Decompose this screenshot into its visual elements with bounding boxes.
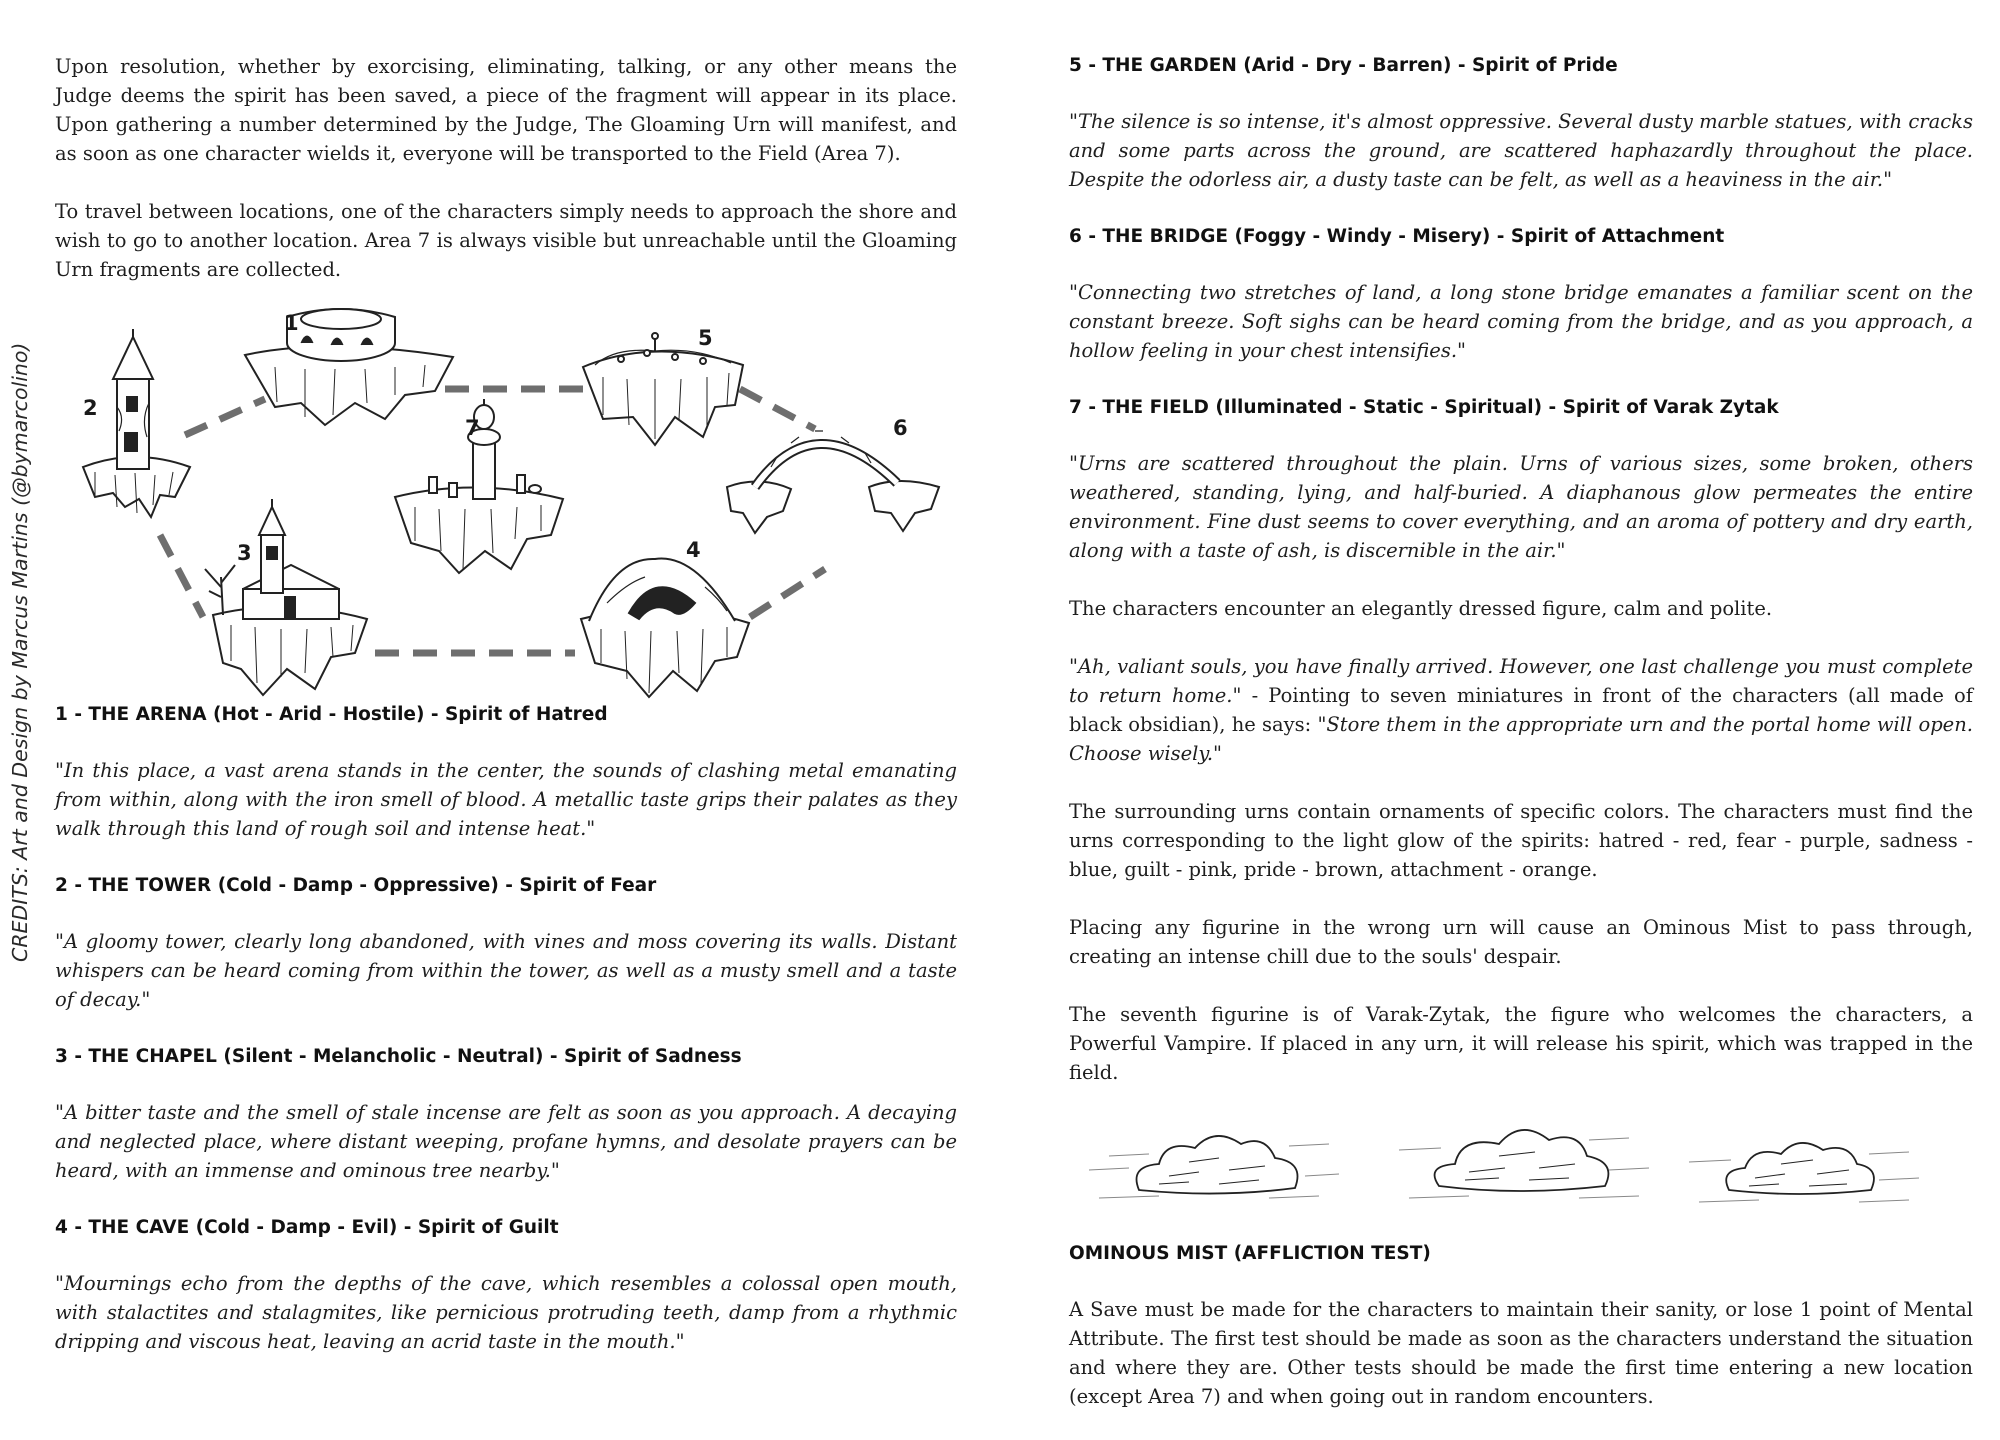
area-heading: 3 - THE CHAPEL (Silent - Melancholic - Neutral) - Spirit of Sadness	[55, 1046, 742, 1067]
speech-narration: - Pointing to seven miniatures in front of the characters (all made of black obsidian), he says:	[1069, 684, 1973, 736]
area-description: "The silence is so intense, it's almost oppressive. Several dusty marble statues, with cracks and some parts across the ground, are scattered haphazardly throughout the place. Despite the odorless air, a dusty taste can be felt, as well as a heaviness in the air."	[1069, 110, 1973, 191]
mist-illustration	[1069, 1106, 1973, 1226]
map-label-6: 6	[893, 416, 908, 440]
credits-text: CREDITS: Art and Design by Marcus Martins (@bymarcolino)	[8, 342, 32, 962]
area-heading: 2 - THE TOWER (Cold - Damp - Oppressive) - Spirit of Fear	[55, 875, 657, 896]
left-column	[55, 52, 957, 1385]
bridge-island-icon	[727, 431, 939, 533]
seventh-figurine-paragraph: The seventh figurine is of Varak-Zytak, the figure who welcomes the characters, a Powerful Vampire. If placed in any urn, it will release his spirit, which was trapped in the field.	[1069, 1003, 1973, 1084]
right-column	[1069, 52, 1973, 1440]
area-heading: 1 - THE ARENA (Hot - Arid - Hostile) - Spirit of Hatred	[55, 704, 608, 725]
chapel-island-icon	[205, 499, 367, 695]
garden-island-icon	[583, 333, 743, 445]
area-description: "A bitter taste and the smell of stale incense are felt as soon as you approach. A decaying and neglected place, where distant weeping, profane hymns, and desolate prayers can be heard, with an immense and ominous tree nearby."	[55, 1101, 957, 1182]
intro-paragraph: To travel between locations, one of the characters simply needs to approach the shore and wish to go to another location. Area 7 is always visible but unreachable until the Gloaming Urn fragments are collected.	[55, 200, 957, 281]
map-label-2: 2	[83, 396, 98, 420]
mist-heading: OMINOUS MIST (AFFLICTION TEST)	[1069, 1243, 1431, 1264]
map-label-4: 4	[686, 538, 701, 562]
mist-paragraph: A Save must be made for the characters to maintain their sanity, or lose 1 point of Mental Attribute. The first test should be made as soon as the characters understand the situation and where they are. Other tests should be made the first time entering a new location (except Area 7) and when going out in random encounters.	[1069, 1298, 1973, 1408]
area-description: "Connecting two stretches of land, a long stone bridge emanates a familiar scent on the constant breeze. Soft sighs can be heard coming from the bridge, and as you approach, a hollow feeling in your chest intensifies."	[1069, 281, 1973, 362]
area-description: "In this place, a vast arena stands in the center, the sounds of clashing metal emanating from within, along with the iron smell of blood. A metallic taste grips their palates as they walk through this land of rough soil and intense heat."	[55, 759, 957, 840]
mist-cloud-icon	[1399, 1130, 1649, 1198]
speech-quote: "Store them in the appropriate urn and the portal home will open. Choose wisely."	[1069, 713, 1973, 765]
arena-island-icon	[245, 309, 453, 425]
speech-quote: "Ah, valiant souls, you have finally arrived. However, one last challenge you must complete to return home."	[1069, 655, 1973, 707]
map-label-5: 5	[698, 326, 713, 350]
placing-paragraph: Placing any figurine in the wrong urn will cause an Ominous Mist to pass through, creating an intense chill due to the souls' despair.	[1069, 916, 1973, 968]
area-heading: 4 - THE CAVE (Cold - Damp - Evil) - Spirit of Guilt	[55, 1217, 559, 1238]
speech-paragraph	[1069, 652, 1973, 768]
map-label-3: 3	[237, 541, 252, 565]
cave-island-icon	[581, 559, 749, 697]
encounter-paragraph: The characters encounter an elegantly dressed figure, calm and polite.	[1069, 597, 1773, 620]
area-description: "A gloomy tower, clearly long abandoned, with vines and moss covering its walls. Distant whispers can be heard coming from within the tower, as well as a musty smell and a taste of decay."	[55, 930, 957, 1011]
map-label-7: 7	[465, 416, 480, 440]
area-heading: 7 - THE FIELD (Illuminated - Static - Spiritual) - Spirit of Varak Zytak	[1069, 397, 1779, 418]
mist-cloud-icon	[1089, 1136, 1339, 1198]
island-map	[55, 307, 957, 699]
tower-island-icon	[83, 329, 190, 517]
island-map-illustration	[55, 307, 957, 699]
area-description: "Mournings echo from the depths of the cave, which resembles a colossal open mouth, with stalactites and stalagmites, like pernicious protruding teeth, damp from a rhythmic dripping and viscous heat, leaving an acrid taste in the mouth."	[55, 1272, 957, 1353]
mist-cloud-icon	[1689, 1143, 1919, 1202]
area-description: "Urns are scattered throughout the plain. Urns of various sizes, some broken, others weathered, standing, lying, and half-buried. A diaphanous glow permeates the entire environment. Fine dust seems to cover everything, and an aroma of pottery and dry earth, along with a taste of ash, is discernible in the air."	[1069, 452, 1973, 562]
urns-paragraph: The surrounding urns contain ornaments of specific colors. The characters must find the urns corresponding to the light glow of the spirits: hatred - red, fear - purple, sadness - blue, guilt - pink, pride - brown, attachment - orange.	[1069, 800, 1973, 881]
intro-paragraph: Upon resolution, whether by exorcising, eliminating, talking, or any other means the Judge deems the spirit has been saved, a piece of the fragment will appear in its place. Upon gathering a number determined by the Judge, The Gloaming Urn will manifest, and as soon as one character wields it, everyone will be transported to the Field (Area 7).	[55, 55, 957, 165]
map-label-1: 1	[284, 311, 299, 335]
area-heading: 5 - THE GARDEN (Arid - Dry - Barren) - Spirit of Pride	[1069, 55, 1618, 76]
area-heading: 6 - THE BRIDGE (Foggy - Windy - Misery) - Spirit of Attachment	[1069, 226, 1725, 247]
